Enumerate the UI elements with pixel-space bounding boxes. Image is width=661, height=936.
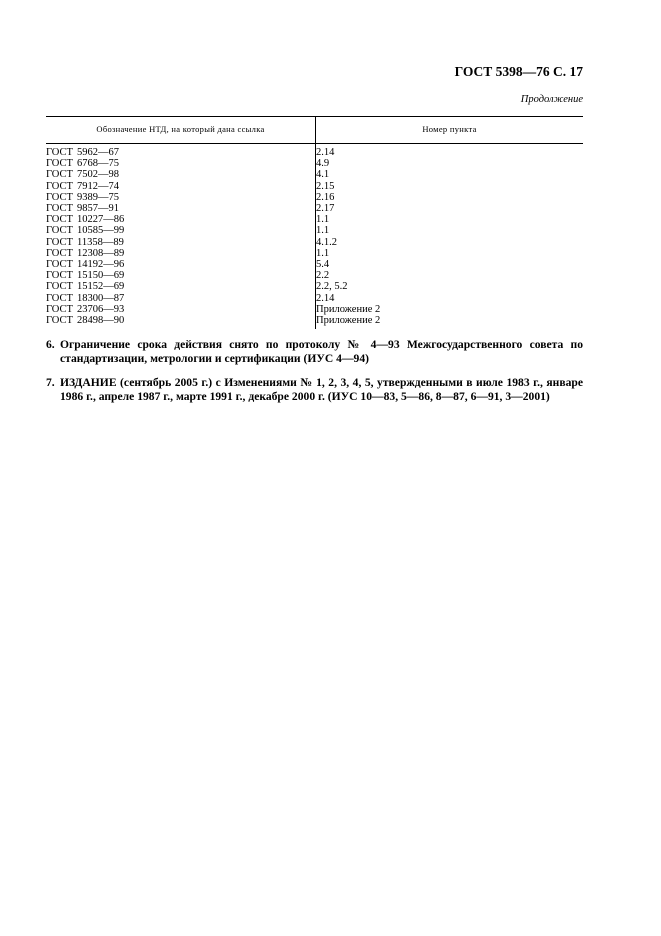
gost-number: 6768—75 [77,158,119,170]
gost-prefix: ГОСТ [46,236,73,248]
cell-document [46,293,316,304]
note-text: Ограничение срока действия снято по протоколу № 4—93 Межгосударственного совета по стандартизации, метрологии и сертификации (ИУС 4—94) [60,338,583,365]
cell-document [46,169,316,180]
cell-clause: Приложение 2 [316,303,381,315]
gost-prefix: ГОСТ [46,180,73,192]
cell-document [46,144,316,159]
gost-prefix: ГОСТ [46,214,73,226]
cell-document [46,181,316,192]
cell-clause: 2.14 [316,292,335,304]
table-row [46,192,583,203]
cell-clause: 4.9 [316,158,330,170]
cell-document [46,315,316,329]
cell-document [46,270,316,281]
gost-number: 15152—69 [77,281,125,293]
table-row [46,203,583,214]
gost-prefix: ГОСТ [46,191,73,203]
gost-number: 11358—89 [77,236,124,248]
cell-clause: 2.2, 5.2 [316,281,348,293]
note-number: 7. [46,376,55,389]
gost-prefix: ГОСТ [46,203,73,215]
cell-clause: 2.2 [316,270,330,282]
cell-document [46,237,316,248]
gost-number: 12308—89 [77,247,125,259]
table-row [46,248,583,259]
cell-clause: 4.1.2 [316,236,337,248]
cell-clause: 4.1 [316,169,330,181]
table-row [46,281,583,292]
gost-prefix: ГОСТ [46,281,73,293]
cell-document [46,214,316,225]
cell-clause: 5.4 [316,259,330,271]
gost-number: 10227—86 [77,214,125,226]
cell-document [46,304,316,315]
cell-clause: 2.15 [316,180,335,192]
page-header: ГОСТ 5398—76 С. 17 [454,64,583,79]
gost-number: 10585—99 [77,225,125,237]
references-table [46,116,583,329]
gost-prefix: ГОСТ [46,303,73,315]
cell-clause: 2.14 [316,147,335,158]
cell-document [46,225,316,236]
gost-prefix: ГОСТ [46,147,73,158]
col-header-clause: Номер пункта [316,117,584,144]
table-row [46,270,583,281]
cell-clause: 1.1 [316,247,330,259]
gost-prefix: ГОСТ [46,270,73,282]
cell-document [46,158,316,169]
table-header-row [46,117,583,144]
gost-prefix: ГОСТ [46,292,73,304]
note-6 [46,338,583,366]
gost-number: 7502—98 [77,169,119,181]
gost-prefix: ГОСТ [46,247,73,259]
gost-prefix: ГОСТ [46,259,73,271]
table-row [46,144,583,159]
gost-number: 5962—67 [77,147,119,158]
gost-prefix: ГОСТ [46,158,73,170]
table-row [46,225,583,236]
table-body [46,144,583,330]
table-row [46,181,583,192]
gost-number: 7912—74 [77,180,119,192]
cell-document [46,203,316,214]
cell-document [46,248,316,259]
cell-document [46,281,316,292]
table-row [46,293,583,304]
note-number: 6. [46,338,55,351]
table-row [46,214,583,225]
cell-clause: 2.17 [316,203,335,215]
gost-number: 28498—90 [77,315,125,327]
cell-document [46,259,316,270]
table-row [46,315,583,329]
note-7 [46,376,583,404]
cell-clause: 1.1 [316,225,330,237]
continuation-label: Продолжение [520,94,583,105]
gost-prefix: ГОСТ [46,169,73,181]
gost-number: 18300—87 [77,292,125,304]
gost-number: 14192—96 [77,259,125,271]
cell-clause: 2.16 [316,191,335,203]
gost-number: 23706—93 [77,303,125,315]
gost-number: 9389—75 [77,191,119,203]
cell-clause: Приложение 2 [316,315,381,327]
cell-document [46,192,316,203]
gost-prefix: ГОСТ [46,315,73,327]
gost-number: 9857—91 [77,203,119,215]
gost-number: 15150—69 [77,270,125,282]
table-row [46,304,583,315]
table-row [46,169,583,180]
note-text: ИЗДАНИЕ (сентябрь 2005 г.) с Изменениями № 1, 2, 3, 4, 5, утвержденными в июле 1983 г., январе 1986 г., апреле 1987 г., марте 1991 г., декабре 2000 г. (ИУС 10—83, 5—86, 8—87, 6—91, 3—2001) [60,376,583,403]
table-row [46,259,583,270]
cell-clause: 1.1 [316,214,330,226]
table-row [46,158,583,169]
gost-prefix: ГОСТ [46,225,73,237]
col-header-document: Обозначение НТД, на который дана ссылка [46,117,316,144]
table-row [46,237,583,248]
